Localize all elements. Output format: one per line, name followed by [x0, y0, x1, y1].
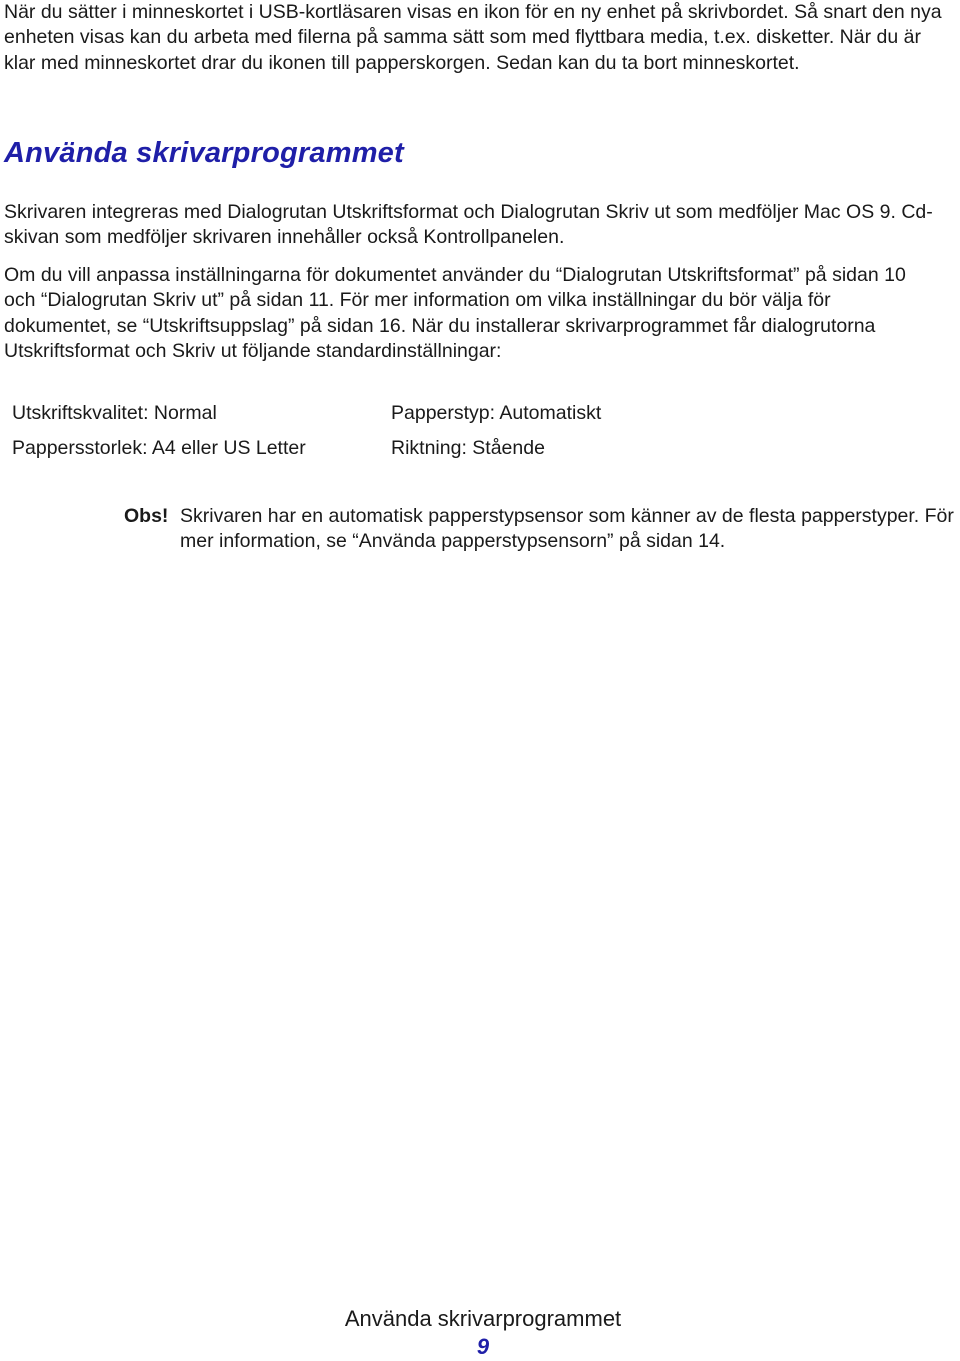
setting-paper-type: Papperstyp: Automatiskt [391, 402, 602, 424]
footer-title: Använda skrivarprogrammet [344, 1306, 622, 1331]
setting-print-quality: Utskriftskvalitet: Normal [12, 402, 217, 424]
default-settings-table [12, 398, 652, 468]
section-heading: Använda skrivarprogrammet [4, 137, 404, 169]
settings-row [12, 398, 652, 433]
setting-paper-size: Pappersstorlek: A4 eller US Letter [12, 437, 306, 459]
page-footer [0, 1305, 960, 1361]
page-number: 9 [476, 1334, 490, 1359]
settings-row [12, 433, 652, 468]
section-paragraph-1: Skrivaren integreras med Dialogrutan Utskriftsformat och Dialogrutan Skriv ut som medföljer Mac OS 9. Cd-skivan som medföljer skrivaren innehåller också Kontrollpanelen. [4, 201, 933, 249]
note-block [124, 504, 954, 555]
note-label: Obs! [124, 505, 169, 527]
intro-paragraph: När du sätter i minneskortet i USB-kortläsaren visas en ikon för en ny enhet på skrivbordet. Så snart den nya enheten visas kan du arbeta med filerna på samma sätt som med flyttbara media, t.ex. disketter. När du är klar med minneskortet drar du ikonen till papperskorgen. Sedan kan du ta bort minneskortet. [4, 1, 942, 74]
note-text: Skrivaren har en automatisk papperstypsensor som känner av de flesta papperstyper. För mer information, se “Använda papperstypsensorn” på sidan 14. [180, 505, 954, 553]
section-paragraph-2: Om du vill anpassa inställningarna för dokumentet använder du “Dialogrutan Utskriftsformat” på sidan 10 och “Dialogrutan Skriv ut” på sidan 11. För mer information om vilka inställningar du bör välja för dokumentet, se “Utskriftsuppslag” på sidan 16. När du installerar skrivarprogrammet får dialogrutorna Utskriftsformat och Skriv ut följande standardinställningar: [4, 264, 906, 362]
setting-orientation: Riktning: Stående [391, 437, 545, 459]
